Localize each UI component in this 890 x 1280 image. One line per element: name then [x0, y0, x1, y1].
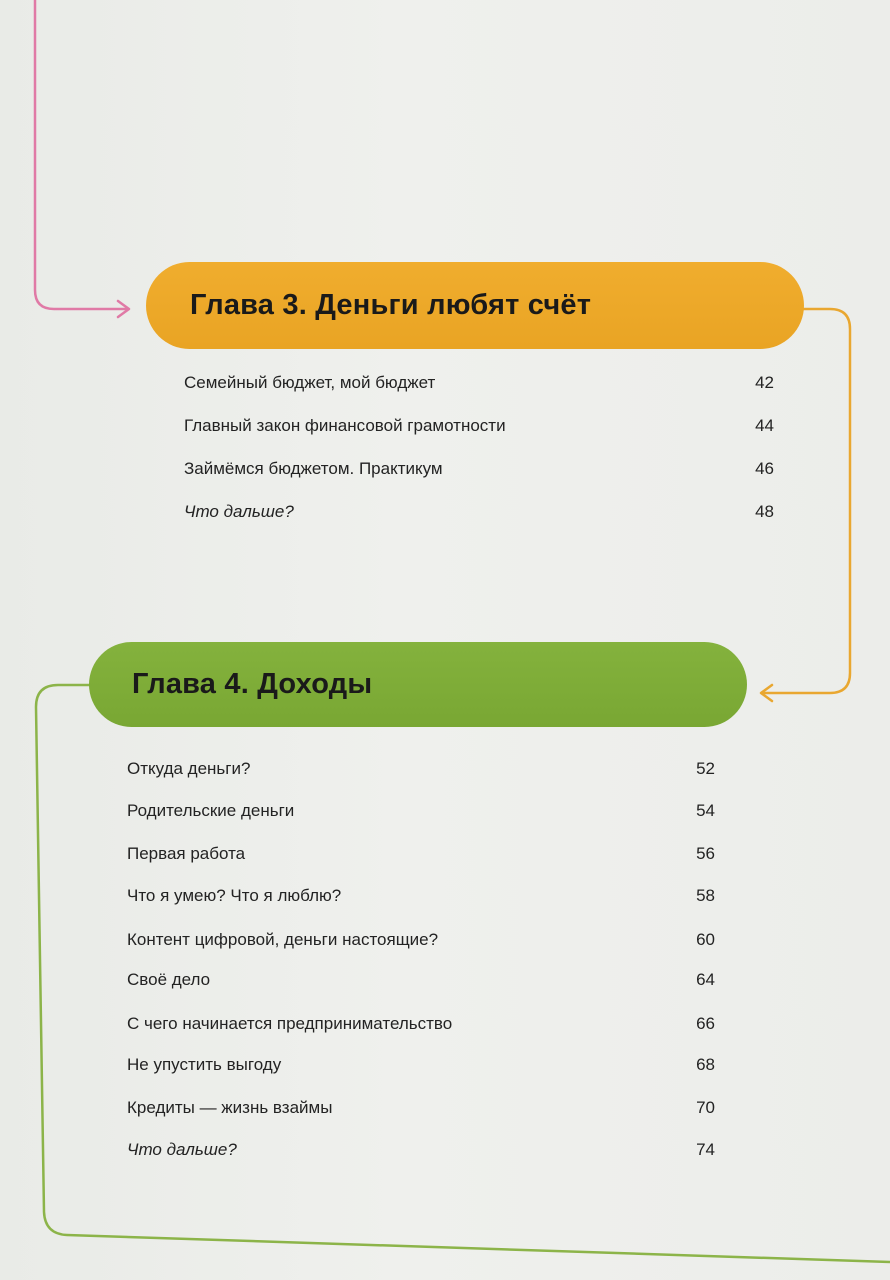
toc-entry-title: Кредиты — жизнь взаймы [127, 1098, 333, 1117]
toc-entry-page: 54 [696, 801, 715, 820]
toc-entry-page: 44 [755, 416, 774, 435]
toc-entry-title: Что дальше? [184, 502, 294, 521]
pink-connector-line [35, 0, 128, 309]
chapter-4-title: Глава 4. Доходы [132, 668, 373, 700]
toc-entry-page: 42 [755, 373, 774, 392]
pink-arrow-icon [118, 301, 129, 317]
toc-entry-title: Что дальше? [127, 1140, 237, 1159]
toc-entry-title: Откуда деньги? [127, 759, 251, 778]
toc-entry [127, 1014, 715, 1034]
toc-entry [184, 373, 774, 393]
toc-entry [127, 1098, 715, 1118]
toc-entry [127, 1140, 715, 1160]
toc-entry-page: 52 [696, 759, 715, 778]
toc-entry-title: Займёмся бюджетом. Практикум [184, 459, 443, 478]
toc-entry [127, 801, 715, 821]
toc-entry [127, 1055, 715, 1075]
toc-entry [127, 759, 715, 779]
toc-entry-page: 66 [696, 1014, 715, 1033]
toc-entry-page: 64 [696, 970, 715, 989]
orange-arrow-icon [761, 685, 772, 701]
toc-entry-title: Главный закон финансовой грамотности [184, 416, 506, 435]
toc-entry-title: Первая работа [127, 844, 246, 863]
toc-entry-page: 68 [696, 1055, 715, 1074]
toc-entry-title: Родительские деньги [127, 801, 295, 820]
toc-entry [127, 886, 715, 906]
toc-entry-page: 48 [755, 502, 774, 521]
toc-entry [127, 970, 715, 990]
toc-entry [184, 416, 774, 436]
toc-entry-page: 60 [696, 930, 715, 949]
toc-entry [184, 459, 774, 479]
chapter-4-banner [89, 642, 747, 727]
orange-connector-line [762, 309, 850, 693]
toc-entry [127, 844, 715, 864]
toc-entry-page: 46 [755, 459, 774, 478]
toc-entry-title: Что я умею? Что я люблю? [127, 886, 342, 905]
toc-entry-page: 58 [696, 886, 715, 905]
toc-entry-page: 74 [696, 1140, 715, 1159]
toc-entry-title: Своё дело [127, 970, 211, 989]
toc-entry [127, 930, 715, 950]
toc-entry-page: 56 [696, 844, 715, 863]
toc-entry-title: Не упустить выгоду [127, 1055, 282, 1074]
chapter-3-title: Глава 3. Деньги любят счёт [190, 289, 592, 321]
toc-entry-title: Семейный бюджет, мой бюджет [184, 373, 436, 392]
toc-entry-title: Контент цифровой, деньги настоящие? [127, 930, 439, 949]
toc-entry-page: 70 [696, 1098, 715, 1117]
toc-entry-title: С чего начинается предпринимательство [127, 1014, 453, 1033]
toc-entry [184, 502, 774, 522]
chapter-3-banner [146, 262, 804, 349]
